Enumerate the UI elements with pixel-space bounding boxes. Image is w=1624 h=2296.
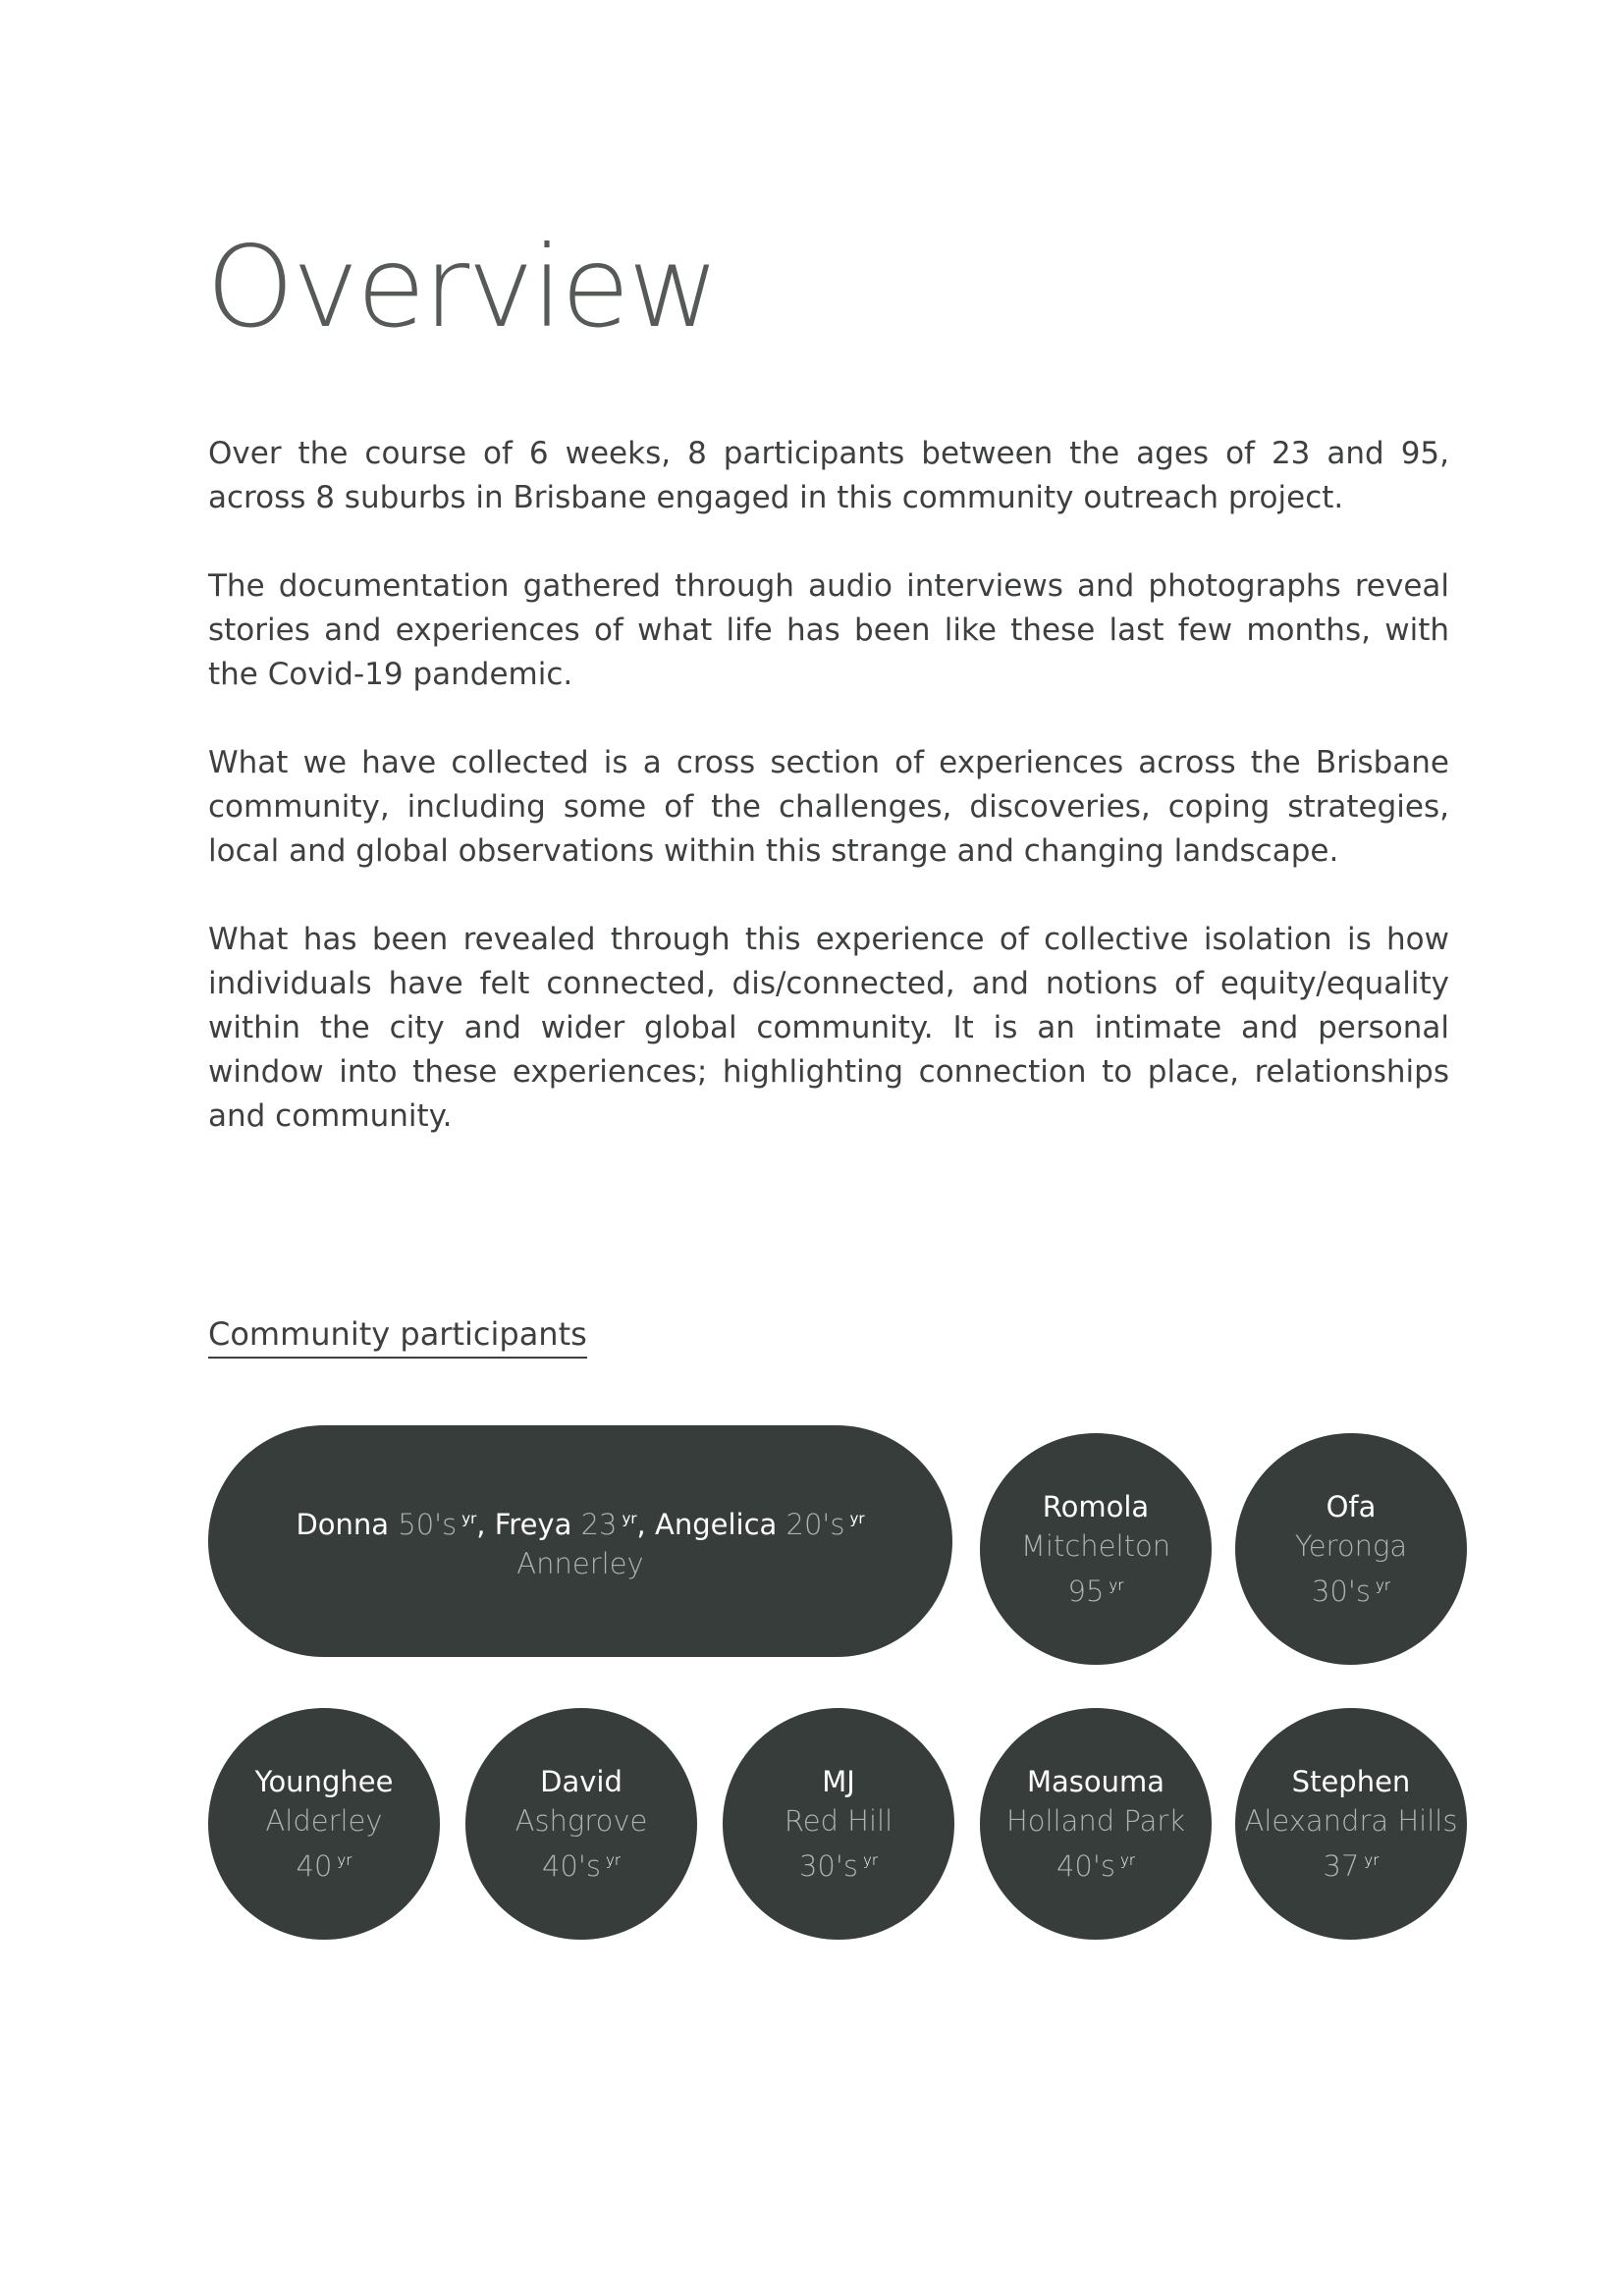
group-members-line (296, 1499, 864, 1544)
participant-age: 37 $^{yr}$ (1323, 1849, 1380, 1883)
participant-circle-masouma (980, 1708, 1212, 1940)
participant-age: 30's $^{yr}$ (1311, 1575, 1391, 1608)
participant-group-annerley (208, 1425, 952, 1657)
participant-name: Stephen (1291, 1765, 1411, 1798)
overview-body (208, 432, 1449, 1183)
participant-circle-ofa (1235, 1433, 1467, 1665)
participant-name: Romola (1042, 1490, 1150, 1523)
age-unit: yr (622, 1510, 637, 1527)
participant-suburb: Alexandra Hills (1244, 1804, 1458, 1838)
member-name: Donna (296, 1508, 390, 1541)
member-age: 23 (580, 1508, 618, 1541)
member-age: 50's (398, 1508, 458, 1541)
participant-name: MJ (822, 1765, 855, 1798)
participant-age: 40's $^{yr}$ (541, 1849, 622, 1883)
page-title: Overview (206, 222, 718, 352)
participant-name: Masouma (1026, 1765, 1165, 1798)
member-separator: , (636, 1508, 655, 1541)
participant-name: Younghee (254, 1765, 394, 1798)
group-suburb: Annerley (516, 1547, 644, 1580)
member-name: Freya (494, 1508, 572, 1541)
participant-suburb: Mitchelton (1020, 1529, 1171, 1563)
participant-suburb: Holland Park (1005, 1804, 1186, 1838)
member-name: Angelica (654, 1508, 778, 1541)
paragraph-collection: What we have collected is a cross section of experiences across the Brisbane community, including some of the challenges, discoveries, coping strategies, local and global observations within this strange and changing landscape. (208, 745, 1449, 869)
member-age: 20's (785, 1508, 845, 1541)
participant-age: 95 $^{yr}$ (1067, 1575, 1124, 1608)
paragraph-revealed: What has been revealed through this experience of collective isolation is how individuals have felt connected, dis/connected, and notions of equity/equality within the city and wider global community. It is an intimate and personal window into these experiences; highlighting connection to place, relationships and community. (208, 922, 1449, 1134)
participant-age: 40 $^{yr}$ (296, 1849, 352, 1883)
participant-age: 40's $^{yr}$ (1056, 1849, 1136, 1883)
member-separator: , (476, 1508, 495, 1541)
paragraph-intro: Over the course of 6 weeks, 8 participants between the ages of 23 and 95, across 8 suburbs in Brisbane engaged in this community outreach project. (208, 436, 1449, 515)
age-unit: yr (461, 1510, 477, 1527)
paragraph-documentation: The documentation gathered through audio interviews and photographs reveal stories and experiences of what life has been like these last few months, with the Covid-19 pandemic. (208, 568, 1449, 692)
participant-circle-romola (980, 1433, 1212, 1665)
participant-suburb: Ashgrove (514, 1804, 648, 1838)
participant-circle-david (465, 1708, 697, 1940)
participant-name: David (540, 1765, 623, 1798)
participant-circle-mj (723, 1708, 954, 1940)
participant-suburb: Red Hill (784, 1804, 893, 1838)
age-unit: yr (849, 1510, 865, 1527)
participant-suburb: Yeronga (1294, 1529, 1408, 1563)
participant-age: 30's $^{yr}$ (798, 1849, 879, 1883)
participant-name: Ofa (1326, 1490, 1377, 1523)
participant-circle-stephen (1235, 1708, 1467, 1940)
participant-suburb: Alderley (265, 1804, 383, 1838)
section-heading-participants: Community participants (208, 1313, 587, 1359)
participant-circle-younghee (208, 1708, 440, 1940)
